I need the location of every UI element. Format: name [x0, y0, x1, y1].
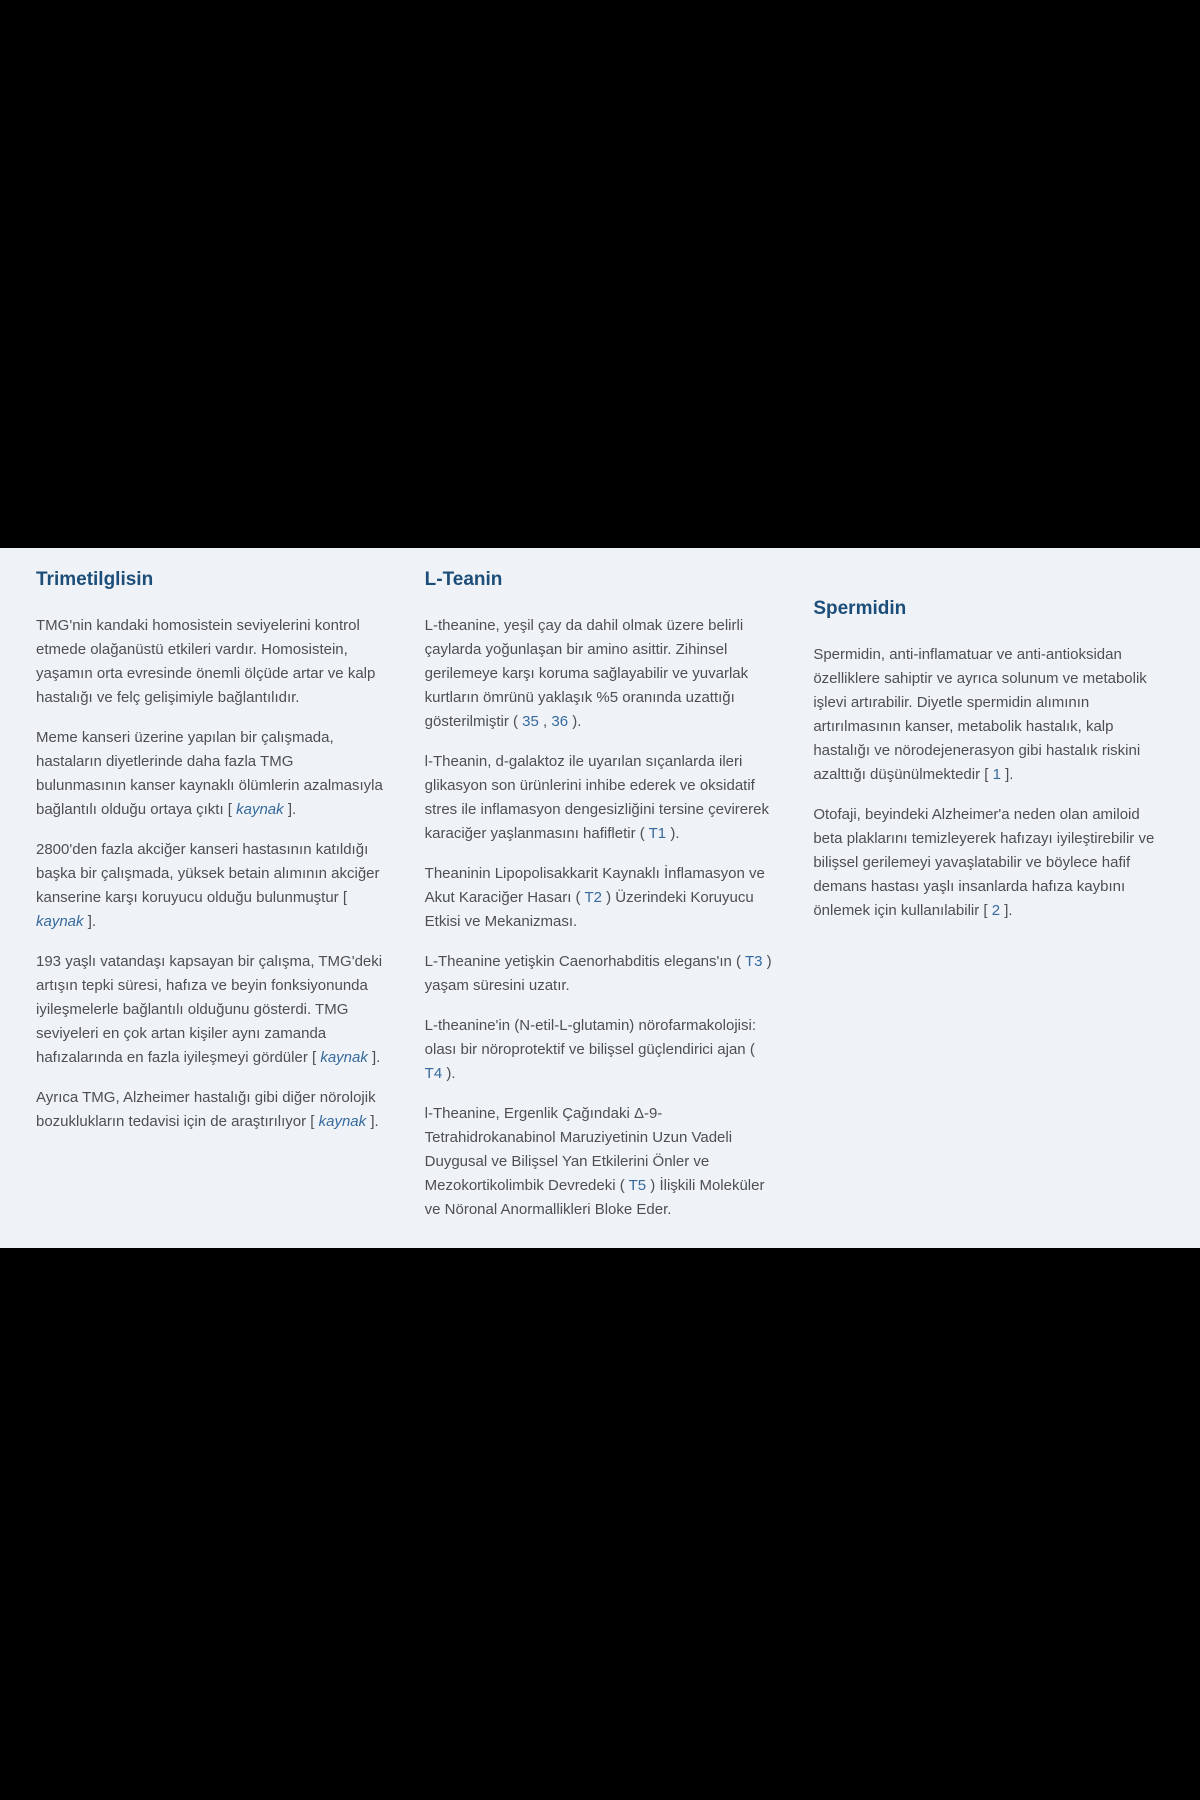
paragraph-text: ].: [83, 913, 97, 930]
paragraph-text: ) yaşam süresini uzatır.: [424, 953, 772, 994]
paragraph-text: l-Theanine, Ergenlik Çağındaki Δ-9-Tetrahidrokanabinol Maruziyetinin Uzun Vadeli Duygusal ve Bilişsel Yan Etkilerini Önler ve Mezokortikolimbik Devredeki (: [424, 1105, 733, 1194]
bottom-black-region: [0, 1248, 1200, 1800]
reference-link[interactable]: T5: [628, 1177, 647, 1194]
paragraph: [425, 950, 776, 998]
paragraph-text: Otofaji, beyindeki Alzheimer'a neden olan amiloid beta plaklarını temizleyerek hafızayı iyileştirebilir ve bilişsel gerilemeyi yavaşlatabilir ve böylece hafif demans hastası yaşlı insanlarda hafıza kaybını önlemek için kullanılabilir [: [813, 806, 1155, 919]
paragraph-text: ].: [1000, 766, 1014, 783]
reference-link[interactable]: T4: [424, 1065, 443, 1082]
reference-link[interactable]: kaynak: [36, 913, 84, 930]
paragraph-text: ).: [442, 1065, 456, 1082]
paragraph-text: ].: [1000, 902, 1013, 919]
paragraph: [36, 950, 387, 1070]
paragraph: [425, 1014, 776, 1086]
paragraph-text: TMG'nin kandaki homosistein seviyelerini kontrol etmede olağanüstü etkileri vardır. Homosistein, yaşamın orta evresinde önemli ölçüde artar ve kalp hastalığı ve felç gelişimiyle bağlantılıdır.: [36, 617, 376, 706]
column-l-teanin: [425, 568, 776, 1238]
paragraph: [813, 643, 1164, 787]
section-heading-trimetilglisin: Trimetilglisin: [36, 569, 154, 590]
paragraph-text: l-Theanin, d-galaktoz ile uyarılan sıçanlarda ileri glikasyon son ürünlerini inhibe ederek ve oksidatif stres ile inflamasyon dengesizliğini tersine çevirerek karaciğer yaşlanmasını hafifletir (: [424, 753, 769, 842]
paragraph: [813, 803, 1164, 923]
article-columns: [0, 548, 1200, 1238]
reference-link[interactable]: kaynak: [236, 801, 284, 818]
section-heading-spermidin: Spermidin: [813, 598, 907, 619]
reference-link[interactable]: T3: [744, 953, 763, 970]
paragraph-text: L-theanine'in (N-etil-L-glutamin) nörofarmakolojisi: olası bir nöroprotektif ve bilişsel güçlendirici ajan (: [424, 1017, 756, 1058]
paragraph-text: ].: [366, 1113, 379, 1130]
section-heading-l-teanin: L-Teanin: [424, 569, 503, 590]
reference-link[interactable]: kaynak: [318, 1113, 367, 1130]
paragraph-text: L-Theanine yetişkin Caenorhabditis elegans'ın (: [424, 953, 745, 970]
paragraph: [425, 614, 776, 734]
reference-link[interactable]: T2: [584, 889, 602, 906]
column-spermidin: [813, 568, 1164, 1238]
paragraph: [36, 726, 387, 822]
column-trimetilglisin: [36, 568, 387, 1238]
paragraph-text: ,: [538, 713, 552, 730]
paragraph-text: ) Üzerindeki Koruyucu Etkisi ve Mekanizması.: [424, 889, 754, 930]
paragraph: [425, 862, 776, 934]
paragraph: [36, 838, 387, 934]
paragraph-text: ).: [568, 713, 582, 730]
article-panel: [0, 548, 1200, 1248]
paragraph-text: Meme kanseri üzerine yapılan bir çalışmada, hastaların diyetlerinde daha fazla TMG bulunmasının kanser kaynaklı ölümlerin azalmasıyla bağlantılı olduğu ortaya çıktı [: [36, 729, 383, 818]
reference-link[interactable]: 2: [991, 902, 1001, 919]
top-black-region: [0, 0, 1200, 548]
paragraph-text: ].: [283, 801, 297, 818]
paragraph: [36, 614, 387, 710]
paragraph: [36, 1086, 387, 1134]
reference-link[interactable]: 35: [522, 713, 539, 730]
paragraph-text: L-theanine, yeşil çay da dahil olmak üzere belirli çaylarda yoğunlaşan bir amino asittir. Zihinsel gerilemeye karşı koruma sağlayabilir ve yuvarlak kurtların ömrünü yaklaşık %5 oranında uzattığı gösterilmiştir (: [424, 617, 749, 730]
paragraph-text: 193 yaşlı vatandaşı kapsayan bir çalışma, TMG'deki artışın tepki süresi, hafıza ve beyin fonksiyonunda iyileşmelerle bağlantılı olduğunu gösterdi. TMG seviyeleri en çok artan kişiler aynı zamanda hafızalarında en fazla iyileşmeyi gördüler [: [36, 953, 383, 1066]
paragraph-text: Ayrıca TMG, Alzheimer hastalığı gibi diğer nörolojik bozuklukların tedavisi için de araştırılıyor [: [36, 1089, 376, 1130]
paragraph-text: ].: [367, 1049, 381, 1066]
paragraph-text: 2800'den fazla akciğer kanseri hastasının katıldığı başka bir çalışmada, yüksek betain alımının akciğer kanserine karşı koruyucu olduğu bulunmuştur [: [36, 841, 380, 906]
paragraph: [425, 1102, 776, 1222]
paragraph: [425, 750, 776, 846]
reference-link[interactable]: T1: [648, 825, 667, 842]
reference-link[interactable]: kaynak: [320, 1049, 368, 1066]
paragraph-text: ).: [666, 825, 680, 842]
reference-link[interactable]: 36: [551, 713, 569, 730]
paragraph-text: ) İlişkili Moleküler ve Nöronal Anormallikleri Bloke Eder.: [424, 1177, 765, 1218]
reference-link[interactable]: 1: [992, 766, 1001, 783]
paragraph-text: Theaninin Lipopolisakkarit Kaynaklı İnflamasyon ve Akut Karaciğer Hasarı (: [424, 865, 765, 906]
paragraph-text: Spermidin, anti-inflamatuar ve anti-antioksidan özelliklere sahiptir ve ayrıca solunum ve metabolik işlevi artırabilir. Diyetle spermidin alımının artırılmasının kanser, metabolik hastalık, kalp hastalığı ve nörodejenerasyon gibi hastalık riskini azalttığı düşünülmektedir [: [813, 646, 1147, 783]
